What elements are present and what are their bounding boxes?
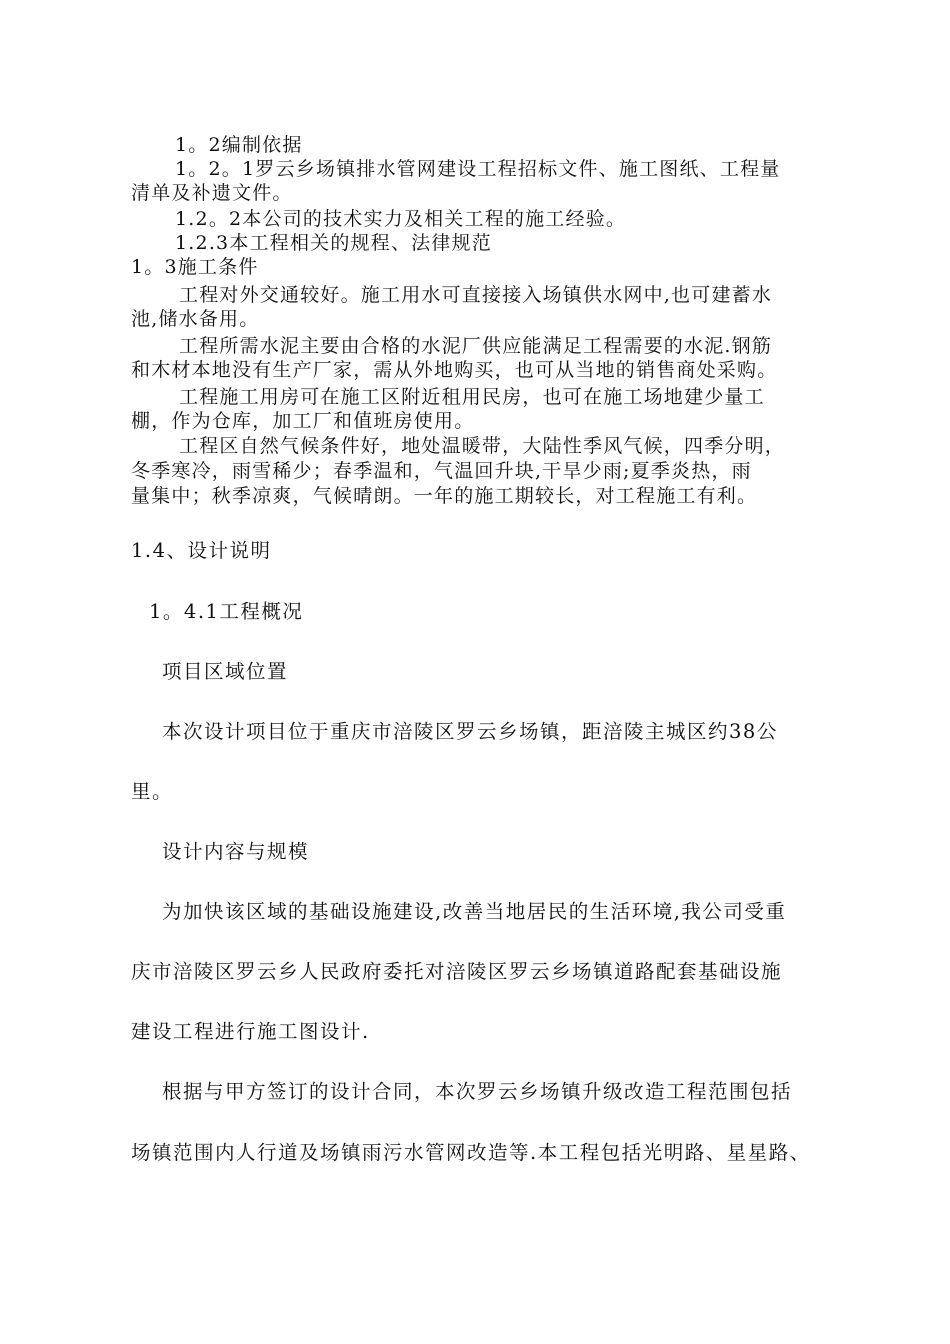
section-1-3-paragraph-4-line-1: 工程区自然气候条件好，地处温暖带，大陆性季风气候，四季分明， [179,435,786,457]
section-1-3-paragraph-2-line-2: 和木材本地没有生产厂家，需从外地购买，也可从当地的销售商处采购。 [131,359,778,381]
scope-paragraph-1-line-3: 建设工程进行施工图设计. [131,1020,370,1043]
section-1-3-heading: 1。3施工条件 [131,256,259,278]
scope-paragraph-1-line-1: 为加快该区域的基础设施建设,改善当地居民的生活环境,我公司受重 [162,900,787,923]
scope-title: 设计内容与规模 [162,840,310,863]
location-line-2: 里。 [131,780,174,803]
section-1-2-heading: 1。2编制依据 [175,134,303,156]
section-1-2-item-1-line-2: 清单及补遗文件。 [131,182,293,204]
section-1-3-paragraph-3-line-2: 棚，作为仓库，加工厂和值班房使用。 [131,410,475,432]
section-1-3-paragraph-1-line-1: 工程对外交通较好。施工用水可直接接入场镇供水网中,也可建蓄水 [179,284,773,306]
section-1-3-paragraph-2-line-1: 工程所需水泥主要由合格的水泥厂供应能满足工程需要的水泥.钢筋 [179,335,773,357]
section-1-2-item-3: 1.2.3本工程相关的规程、法律规范 [175,232,492,254]
section-1-3-paragraph-4-line-3: 量集中；秋季凉爽，气候晴朗。一年的施工期较长，对工程施工有利。 [131,485,758,507]
section-1-4-1-heading: 1。4.1工程概况 [149,600,304,623]
scope-paragraph-2-line-2: 场镇范围内人行道及场镇雨污水管网改造等.本工程包括光明路、星星路、 [131,1141,811,1164]
section-1-2-item-1-line-1: 1。2。1罗云乡场镇排水管网建设工程招标文件、施工图纸、工程量 [175,158,781,180]
scope-paragraph-1-line-2: 庆市涪陵区罗云乡人民政府委托对涪陵区罗云乡场镇道路配套基础设施 [131,960,783,983]
section-1-3-paragraph-4-line-2: 冬季寒冷，雨雪稀少；春季温和，气温回升块,干旱少雨;夏季炎热，雨 [131,460,752,482]
location-line-1: 本次设计项目位于重庆市涪陵区罗云乡场镇，距涪陵主城区约38公 [162,720,778,743]
section-1-3-paragraph-1-line-2: 池,储水备用。 [131,308,260,330]
section-1-2-item-2: 1.2。2本公司的技术实力及相关工程的施工经验。 [175,208,627,230]
section-1-3-paragraph-3-line-1: 工程施工用房可在施工区附近租用民房，也可在施工场地建少量工 [179,386,765,408]
section-1-4-heading: 1.4、设计说明 [131,539,272,562]
location-title: 项目区域位置 [162,660,289,683]
scope-paragraph-2-line-1: 根据与甲方签订的设计合同，本次罗云乡场镇升级改造工程范围包括 [162,1080,793,1103]
